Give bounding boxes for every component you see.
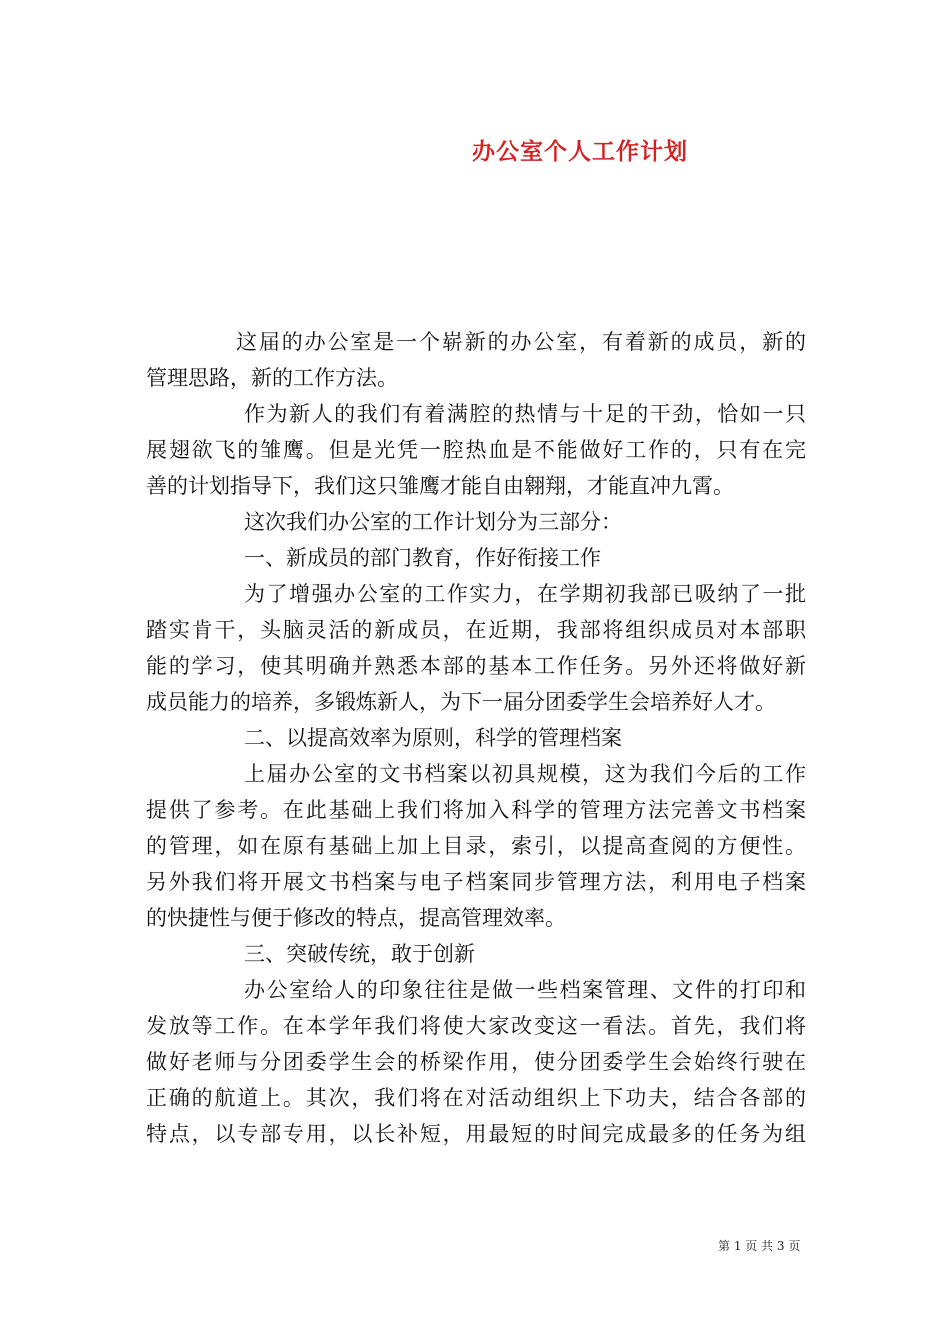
paragraph-line: 管理思路，新的工作方法。	[146, 366, 398, 390]
paragraph-line: 另外我们将开展文书档案与电子档案同步管理方法，利用电子档案	[146, 870, 806, 894]
paragraph-line: 发放等工作。在本学年我们将使大家改变这一看法。首先，我们将	[146, 1014, 806, 1038]
paragraph-line: 善的计划指导下，我们这只雏鹰才能自由翱翔，才能直冲九霄。	[146, 474, 734, 498]
paragraph-line: 正确的航道上。其次，我们将在对活动组织上下功夫，结合各部的	[146, 1086, 806, 1110]
document-body	[146, 324, 806, 1152]
paragraph-line: 的管理，如在原有基础上加上目录，索引，以提高查阅的方便性。	[146, 834, 806, 858]
paragraph-line: 特点，以专部专用，以长补短，用最短的时间完成最多的任务为组	[146, 1122, 806, 1146]
paragraph-line: 上届办公室的文书档案以初具规模，这为我们今后的工作	[244, 762, 806, 786]
paragraph-line: 成员能力的培养，多锻炼新人，为下一届分团委学生会培养好人才。	[146, 690, 776, 714]
paragraph-line: 提供了参考。在此基础上我们将加入科学的管理方法完善文书档案	[146, 798, 806, 822]
paragraph-line: 能的学习，使其明确并熟悉本部的基本工作任务。另外还将做好新	[146, 654, 806, 678]
paragraph-line: 做好老师与分团委学生会的桥梁作用，使分团委学生会始终行驶在	[146, 1050, 806, 1074]
paragraph-line: 踏实肯干，头脑灵活的新成员，在近期，我部将组织成员对本部职	[146, 618, 806, 642]
paragraph-line: 展翅欲飞的雏鹰。但是光凭一腔热血是不能做好工作的，只有在完	[146, 438, 806, 462]
page-footer: 第 1 页 共 3 页	[718, 1239, 801, 1253]
paragraph-line: 作为新人的我们有着满腔的热情与十足的干劲，恰如一只	[244, 402, 806, 426]
paragraph-line: 办公室给人的印象往往是做一些档案管理、文件的打印和	[244, 978, 806, 1002]
paragraph-line: 这次我们办公室的工作计划分为三部分：	[244, 510, 622, 534]
paragraph-line: 这届的办公室是一个崭新的办公室，有着新的成员，新的	[236, 330, 806, 354]
section-heading: 一、新成员的部门教育，作好衔接工作	[244, 546, 601, 570]
section-heading: 二、以提高效率为原则，科学的管理档案	[244, 726, 622, 750]
section-heading: 三、突破传统，敢于创新	[244, 942, 475, 966]
paragraph-line: 的快捷性与便于修改的特点，提高管理效率。	[146, 906, 566, 930]
document-title: 办公室个人工作计划	[472, 138, 688, 165]
paragraph-line: 为了增强办公室的工作实力，在学期初我部已吸纳了一批	[244, 582, 806, 606]
